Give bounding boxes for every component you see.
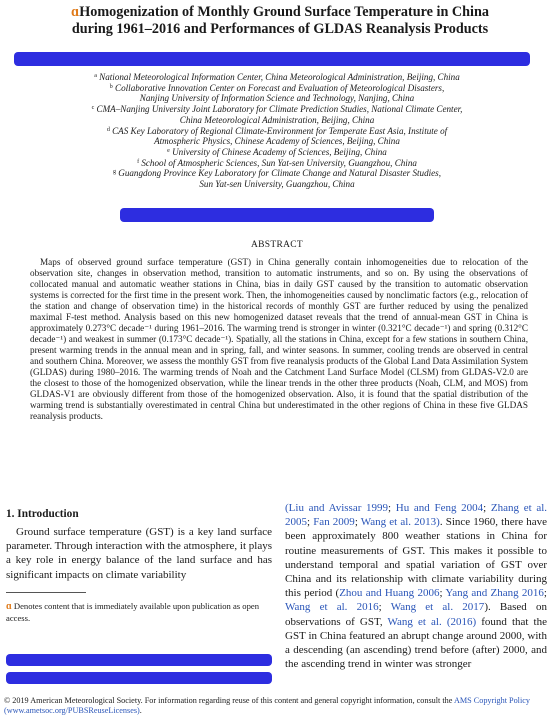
intro-right-column: (Liu and Avissar 1999; Hu and Feng 2004; Zhang et al. 2005; Fan 2009; Wang et al. 2013). Since 1960, there have been approximately 800 weather stations in China for routine measurements of GST. This makes it possible to understand temporal and spatial variation of GST over China and its relationship with climate variability during this period (Zhou and Huang 2006; Yang and Zhang 2016; Wang et al. 2016; Wang et al. 2017). Based on observations of GST, Wang et al. (2016) found that the GST in China featured an abrupt change around 2000, with a descending (an ascending) trend before (after) 2000, and the ascending trend in winter was stronger xyxy=(285,502,548,671)
redacted-email xyxy=(6,672,272,684)
affiliation-b: $^b$ Collaborative Innovation Center on Forecast and Evaluation of Meteorological Disasters, xyxy=(109,82,445,93)
open-access-icon: ɑ xyxy=(6,601,12,612)
affiliation-e: $^e$ University of Chinese Academy of Sciences, Beijing, China xyxy=(167,146,387,157)
open-access-icon: ɑ xyxy=(71,4,80,20)
affiliation-a: $^a$ National Meteorological Information Center, China Meteorological Administration, Beijing, China xyxy=(94,72,460,82)
citation-link[interactable]: Hu and Feng 2004 xyxy=(395,502,484,514)
abstract-heading: ABSTRACT xyxy=(250,240,304,250)
footnote-text: Denotes content that is immediately available upon publication as open access. xyxy=(6,601,259,623)
citation-link[interactable]: Zhang et al. 2005 xyxy=(285,502,548,529)
redacted-corresponding-author xyxy=(6,654,272,666)
affiliation-g: $^g$ Guangdong Province Key Laboratory for Climate Change and Natural Disaster Studies, xyxy=(112,168,441,179)
affiliations xyxy=(44,72,510,190)
abstract-text: Maps of observed ground surface temperature (GST) in China generally contain inhomogeneities due to relocation of the observation site, changes in observation method, transition to automatic instruments, and so on. By using the observations of collocated manual and automatic weather stations in China, bias in daily GST caused by the transition to automatic observation systems is corrected for the first time in the present work. Then, the inhomogeneities caused by nonclimatic factors (e.g., relocation of the station and change of observation time) in the historical records of monthly GST are further reduced by using the penalized maximal F-test method. Analysis based on this new homogenized dataset reveals that the trend of annual-mean GST in China is approximately 0.273°C decade⁻¹ during 1961–2016. The warming trend is stronger in winter (0.321°C decade⁻¹) and spring (0.312°C decade⁻¹) and weakest in summer (0.173°C decade⁻¹). Spatially, all the stations in China, except for a few stations in southern China, present warming trends in the annual mean and in spring, fall, and winter seasons. In summer, cooling trends are observed in central and southern China. Moreover, we assess the monthly GST from five reanalysis products of the Global Land Data Assimilation System (GLDAS) during 1980–2016. The warming trends of Noah and the Catchment Land Surface Model (CLSM) from GLDAS-V2.0 are the closest to those of the homogenized observation, while the linear trends in the other three products (Noah, CLM, and MOS) from GLDAS-V1 are obviously different from those of the homogenized observation. Also, it is found that the spatial distribution of the warming trend is substantially overestimated in central China but underestimated in the other regions of China in these five GLDAS reanalysis products. xyxy=(30,257,528,421)
citation-link[interactable]: Wang et al. 2016 xyxy=(285,601,379,614)
affiliation-d: $^d$ CAS Key Laboratory of Regional Climate-Environment for Temperate East Asia, Institute of xyxy=(106,125,448,136)
affiliation-g-cont: Sun Yat-sen University, Guangzhou, China xyxy=(199,179,355,190)
redacted-authors xyxy=(14,52,530,66)
citation-link[interactable]: Yang and Zhang 2016 xyxy=(445,587,544,600)
citation-link[interactable]: Fan 2009 xyxy=(313,516,355,529)
section-heading-introduction: 1. Introduction xyxy=(6,508,79,520)
copyright-notice: © 2019 American Meteorological Society. For information regarding reuse of this content and general copyright information, consult the AMS Copyright Policy (www.ametsoc.org/PUBSReuseLicenses). xyxy=(4,696,530,715)
citation-link[interactable]: Wang et al. 2013) xyxy=(360,516,440,529)
citation-link[interactable]: Wang et al. (2016) xyxy=(387,615,477,628)
affiliation-d-cont: Atmospheric Physics, Chinese Academy of Sciences, Beijing, China xyxy=(154,136,400,147)
affiliation-c: $^c$ CMA–Nanjing University Joint Laboratory for Climate Prediction Studies, National Climate Center, xyxy=(91,104,463,115)
citation-link[interactable]: Zhou and Huang 2006 xyxy=(339,587,440,600)
open-access-footnote xyxy=(6,601,272,623)
citation-link[interactable]: (Liu and Avissar 1999 xyxy=(285,502,389,514)
intro-left-column: Ground surface temperature (GST) is a key land surface parameter. Through interaction with the atmosphere, it plays a key role in energy balance of the land surface and has significant impacts on climate variability xyxy=(6,526,272,581)
copyright-policy-link[interactable]: AMS Copyright Policy (www.ametsoc.org/PUBSReuseLicenses) xyxy=(4,696,530,715)
affiliation-b-cont: Nanjing University of Information Science and Technology, Nanjing, China xyxy=(139,93,415,104)
affiliation-f: $^f$ School of Atmospheric Sciences, Sun Yat-sen University, Guangzhou, China xyxy=(137,157,417,168)
title-line-2: during 1961–2016 and Performances of GLDAS Reanalysis Products xyxy=(71,21,489,37)
paper-title xyxy=(40,4,520,38)
redacted-dates xyxy=(120,208,434,222)
affiliation-c-cont: China Meteorological Administration, Beijing, China xyxy=(179,114,375,125)
title-line-1: Homogenization of Monthly Ground Surface Temperature in China xyxy=(79,4,489,20)
citation-link[interactable]: Wang et al. 2017 xyxy=(390,601,485,614)
footnote-rule xyxy=(6,592,86,593)
